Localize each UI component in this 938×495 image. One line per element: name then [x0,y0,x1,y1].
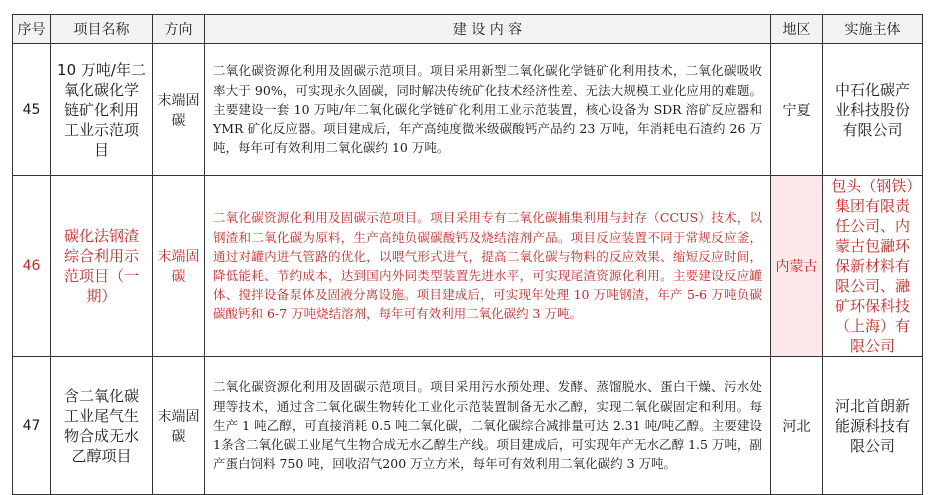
table-header-row [13,15,923,44]
row-number: 45 [13,44,51,176]
row-number: 47 [13,357,51,495]
project-name: 10 万吨/年二氧化碳化学链矿化利用工业示范项目 [51,44,153,176]
header-name: 项目名称 [51,15,153,44]
table-row-highlighted [13,176,923,357]
project-name: 含二氧化碳工业尾气生物合成无水乙醇项目 [51,357,153,495]
project-content: 二氧化碳资源化利用及固碳示范项目。项目采用新型二氧化碳化学链矿化利用技术，二氧化碳吸收率大于 90%，可实现永久固碳，同时解决传统矿化技术经济性差、无法大规模工业化应用的难题。主要建设一套 10 万吨/年二氧化碳化学链矿化利用工业示范装置，核心设备为 SDR 溶矿反应器和 YMR 矿化反应器。项目建成后，年产高纯度微米级碳酸钙产品约 23 万吨，年消耗电石渣约 26 万吨，每年可有效利用二氧化碳约 10 万吨。 [205,44,771,176]
project-org: 包头（钢铁）集团有限责任公司、内蒙古包瀜环保新材料有限公司、瀜矿环保科技（上海）有限公司 [823,176,923,357]
project-region: 河北 [771,357,823,495]
project-region: 内蒙古 [771,176,823,357]
project-content: 二氧化碳资源化利用及固碳示范项目。项目采用专有二氧化碳捕集利用与封存（CCUS）技术，以钢渣和二氧化碳为原料，生产高纯负碳碳酸钙及烧结溶剂产品。项目反应装置不同于常规反应釜，通过对罐内进气管路的优化，以喂气形式进气，提高二氧化碳与物料的反应效果、缩短反应时间，降低能耗、节约成本，达到国内外同类型装置先进水平，可实现尾渣资源化利用。主要建设反应罐体、搅拌设备泵体及固液分离设施。项目建成后，可实现年处理 10 万吨钢渣，年产 5-6 万吨负碳碳酸钙和 6-7 万吨烧结溶剂，每年可有效利用二氧化碳约 3 万吨。 [205,176,771,357]
project-direction: 末端固碳 [153,357,205,495]
header-no: 序号 [13,15,51,44]
project-name: 碳化法钢渣综合利用示范项目（一期） [51,176,153,357]
project-direction: 末端固碳 [153,176,205,357]
header-direction: 方向 [153,15,205,44]
project-region: 宁夏 [771,44,823,176]
row-number: 46 [13,176,51,357]
table-row [13,357,923,495]
project-org: 中石化碳产业科技股份有限公司 [823,44,923,176]
projects-table [12,14,923,495]
table-row [13,44,923,176]
project-direction: 末端固碳 [153,44,205,176]
header-org: 实施主体 [823,15,923,44]
project-content: 二氧化碳资源化利用及固碳示范项目。项目采用污水预处理、发酵、蒸馏脱水、蛋白干燥、污水处理等技术，通过含二氧化碳生物转化工业化示范装置制备无水乙醇，实现二氧化碳固定和利用。每生产 1 吨乙醇，可直接消耗 0.5 吨二氧化碳，二氧化碳综合减排量可达 2.31 吨/吨乙醇。主要建设 1条含二氧化碳工业尾气生物合成无水乙醇生产线。项目建成后，可实现年产无水乙醇 1.5 万吨，副产蛋白饲料 750 吨，回收沼气200 万立方米，每年可有效利用二氧化碳约 3 万吨。 [205,357,771,495]
project-org: 河北首朗新能源科技有限公司 [823,357,923,495]
header-content: 建 设 内 容 [205,15,771,44]
header-region: 地区 [771,15,823,44]
